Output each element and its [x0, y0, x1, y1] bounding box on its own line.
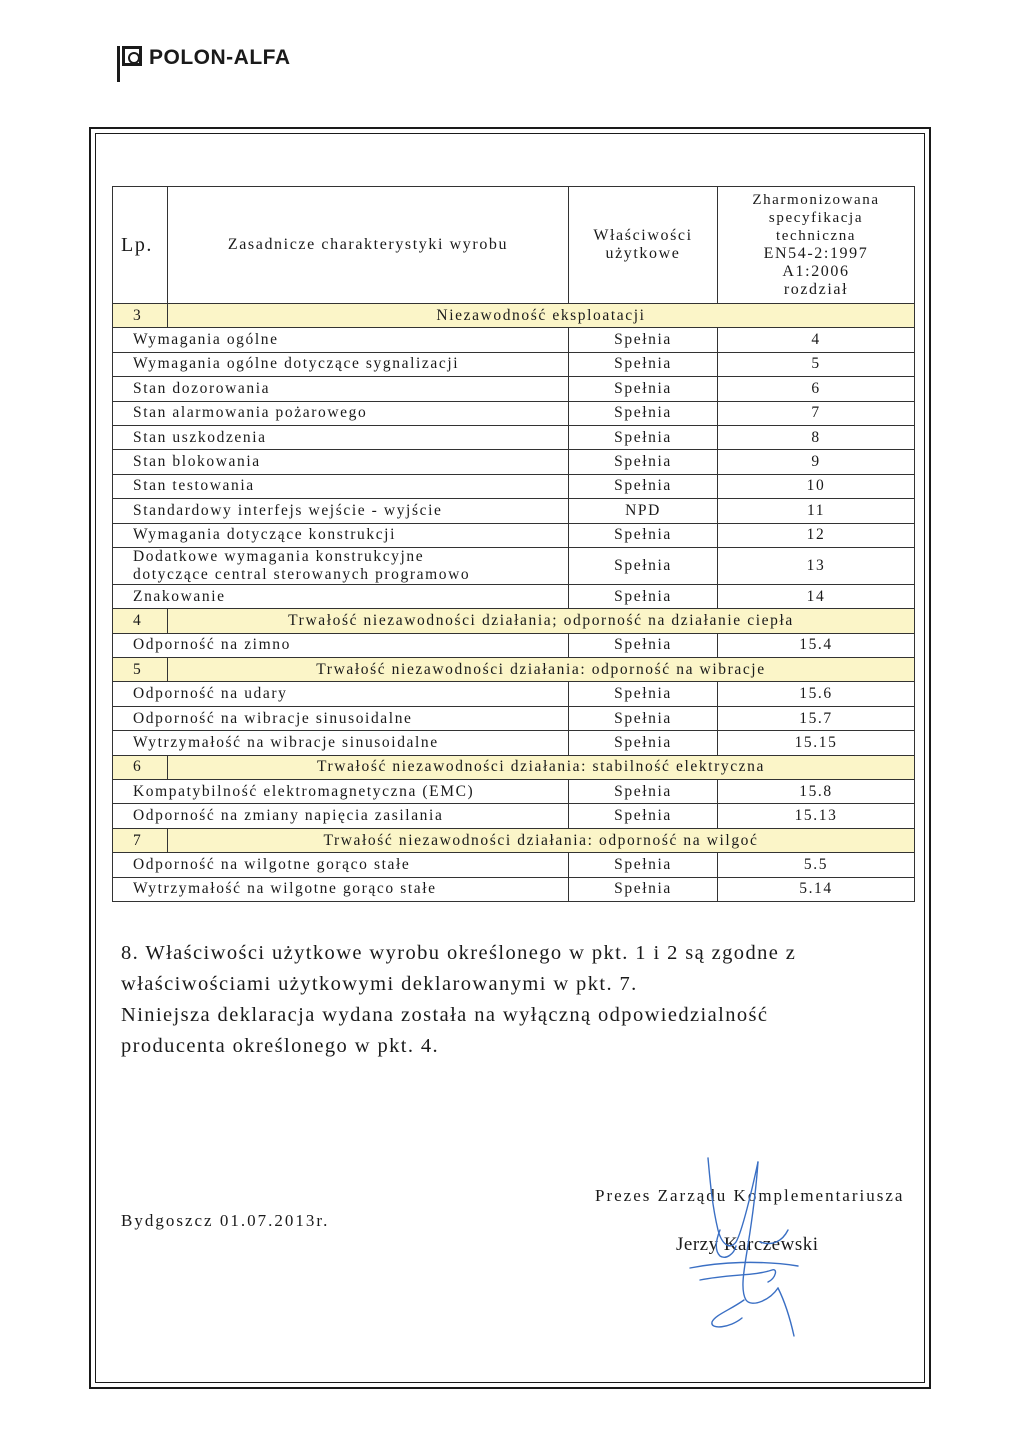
row-reference: 14 — [718, 584, 915, 608]
declaration-paragraph — [121, 938, 841, 1062]
row-property: Spełnia — [569, 523, 718, 547]
row-characteristic: Standardowy interfejs wejście - wyjście — [113, 499, 569, 523]
row-characteristic: Stan alarmowania pożarowego — [113, 401, 569, 425]
polon-alfa-logo-icon — [117, 44, 147, 82]
paragraph-line: 8. Właściwości użytkowe wyrobu określonego w pkt. 1 i 2 są zgodne z — [121, 942, 797, 964]
section-number: 4 — [113, 609, 168, 633]
section-title: Trwałość niezawodności działania; odporność na działanie ciepła — [168, 609, 915, 633]
paragraph-line: producenta określonego w pkt. 4. — [121, 1035, 440, 1057]
header-characteristics: Zasadnicze charakterystyki wyrobu — [168, 187, 569, 304]
signer-name: Jerzy Karczewski — [676, 1234, 819, 1255]
spec-line: EN54-2:1997 — [763, 245, 869, 262]
section-number: 3 — [113, 304, 168, 328]
company-logo — [117, 44, 291, 84]
row-characteristic: Wymagania dotyczące konstrukcji — [113, 523, 569, 547]
table-row — [113, 523, 915, 547]
row-characteristic: Wytrzymałość na wibracje sinusoidalne — [113, 731, 569, 755]
row-reference: 7 — [718, 401, 915, 425]
row-reference: 5.14 — [718, 877, 915, 901]
row-property: Spełnia — [569, 780, 718, 804]
table-row — [113, 450, 915, 474]
spec-line: specyfikacja — [768, 210, 864, 226]
spec-line: techniczna — [775, 228, 857, 244]
section-row — [113, 755, 915, 779]
table-row — [113, 853, 915, 877]
paragraph-line: właściwościami użytkowymi deklarowanymi w pkt. 7. — [121, 973, 638, 995]
section-title: Trwałość niezawodności działania: stabilność elektryczna — [168, 755, 915, 779]
header-lp: Lp. — [113, 187, 168, 304]
row-characteristic: Stan blokowania — [113, 450, 569, 474]
table-row — [113, 877, 915, 901]
characteristics-table — [112, 186, 915, 902]
row-property: Spełnia — [569, 584, 718, 608]
table-header-row — [113, 187, 915, 304]
row-reference: 15.6 — [718, 682, 915, 706]
row-reference: 13 — [718, 547, 915, 584]
section-number: 5 — [113, 658, 168, 682]
table-row — [113, 425, 915, 449]
row-reference: 15.13 — [718, 804, 915, 828]
row-property: Spełnia — [569, 328, 718, 352]
table-row — [113, 682, 915, 706]
header-specification — [718, 187, 915, 304]
row-reference: 15.8 — [718, 780, 915, 804]
table-row — [113, 706, 915, 730]
row-property: Spełnia — [569, 633, 718, 657]
row-property: Spełnia — [569, 474, 718, 498]
row-property: Spełnia — [569, 877, 718, 901]
row-characteristic: Stan dozorowania — [113, 377, 569, 401]
row-characteristic-line: dotyczące central sterowanych programowo — [133, 565, 471, 583]
row-reference: 15.15 — [718, 731, 915, 755]
row-reference: 11 — [718, 499, 915, 523]
row-reference: 15.4 — [718, 633, 915, 657]
row-reference: 10 — [718, 474, 915, 498]
table-row — [113, 731, 915, 755]
row-reference: 15.7 — [718, 706, 915, 730]
row-characteristic: Odporność na zimno — [113, 633, 569, 657]
header-properties — [569, 187, 718, 304]
table-row — [113, 352, 915, 376]
row-characteristic: Kompatybilność elektromagnetyczna (EMC) — [113, 780, 569, 804]
section-number: 6 — [113, 755, 168, 779]
header-properties-text: Właściwości użytkowe — [593, 227, 693, 262]
section-number: 7 — [113, 828, 168, 852]
row-property: Spełnia — [569, 731, 718, 755]
row-property: NPD — [569, 499, 718, 523]
row-property: Spełnia — [569, 853, 718, 877]
row-reference: 4 — [718, 328, 915, 352]
table-row — [113, 328, 915, 352]
table-row — [113, 377, 915, 401]
table-row — [113, 584, 915, 608]
row-characteristic: Odporność na zmiany napięcia zasilania — [113, 804, 569, 828]
row-reference: 5 — [718, 352, 915, 376]
row-characteristic: Odporność na wilgotne gorąco stałe — [113, 853, 569, 877]
paragraph-line: Niniejsza deklaracja wydana została na wyłączną odpowiedzialność — [121, 1004, 769, 1026]
row-characteristic: Wymagania ogólne dotyczące sygnalizacji — [113, 352, 569, 376]
table-row — [113, 499, 915, 523]
row-characteristic: Wytrzymałość na wilgotne gorąco stałe — [113, 877, 569, 901]
row-characteristic: Stan testowania — [113, 474, 569, 498]
row-characteristic: Odporność na wibracje sinusoidalne — [113, 706, 569, 730]
table-row — [113, 401, 915, 425]
row-reference: 8 — [718, 425, 915, 449]
table-row — [113, 633, 915, 657]
row-property: Spełnia — [569, 804, 718, 828]
section-row — [113, 609, 915, 633]
row-reference: 6 — [718, 377, 915, 401]
row-property: Spełnia — [569, 377, 718, 401]
row-property: Spełnia — [569, 706, 718, 730]
section-title: Niezawodność eksploatacji — [168, 304, 915, 328]
row-reference: 9 — [718, 450, 915, 474]
row-characteristic: Stan uszkodzenia — [113, 425, 569, 449]
section-title: Trwałość niezawodności działania: odporność na wilgoć — [168, 828, 915, 852]
row-property: Spełnia — [569, 682, 718, 706]
section-row — [113, 828, 915, 852]
section-title: Trwałość niezawodności działania: odporność na wibracje — [168, 658, 915, 682]
place-and-date: Bydgoszcz 01.07.2013r. — [121, 1211, 330, 1230]
handwritten-signature-icon — [660, 1150, 810, 1340]
table-row — [113, 547, 915, 584]
row-characteristic: Wymagania ogólne — [113, 328, 569, 352]
row-property: Spełnia — [569, 401, 718, 425]
row-property: Spełnia — [569, 450, 718, 474]
spec-line: A1:2006 — [782, 263, 850, 280]
section-row — [113, 304, 915, 328]
section-row — [113, 658, 915, 682]
signer-title: Prezes Zarządu Komplementariusza — [595, 1186, 905, 1205]
table-row — [113, 804, 915, 828]
row-property: Spełnia — [569, 425, 718, 449]
row-property: Spełnia — [569, 547, 718, 584]
table-row — [113, 474, 915, 498]
row-property: Spełnia — [569, 352, 718, 376]
row-characteristic — [113, 547, 569, 584]
row-characteristic-line: Dodatkowe wymagania konstrukcyjne — [133, 547, 425, 565]
row-reference: 12 — [718, 523, 915, 547]
row-characteristic: Odporność na udary — [113, 682, 569, 706]
table-row — [113, 780, 915, 804]
logo-text: POLON-ALFA — [149, 46, 291, 69]
row-reference: 5.5 — [718, 853, 915, 877]
spec-line: rozdział — [783, 281, 849, 298]
row-characteristic: Znakowanie — [113, 584, 569, 608]
spec-line: Zharmonizowana — [752, 192, 880, 208]
